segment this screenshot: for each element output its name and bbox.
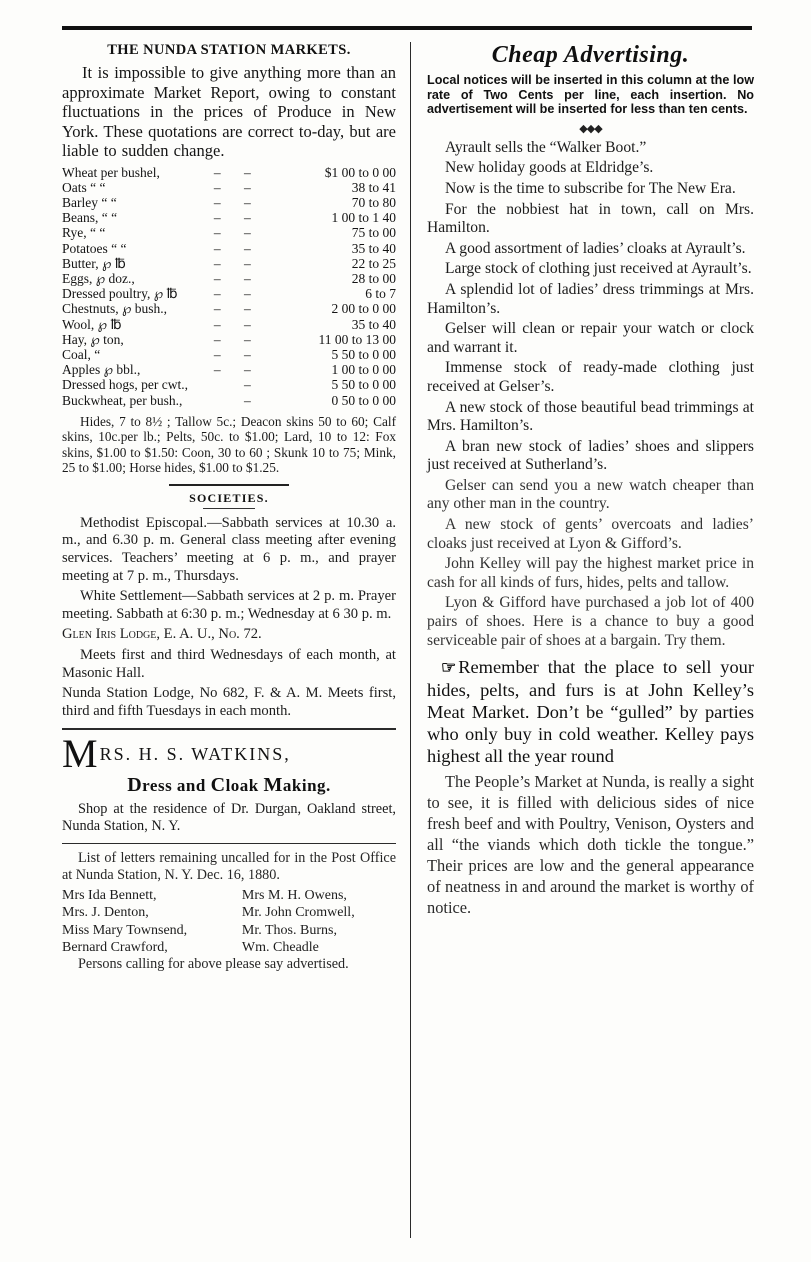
price-dash-2: – [243,362,251,378]
advertisement-item: New holiday goods at Eldridge’s. [445,159,654,177]
market-prices-table [62,165,396,408]
price-dash-1: – [213,286,221,302]
letter-name-row [62,922,396,939]
advertisement-item: Ayrault sells the “Walker Boot.” [445,138,647,156]
letter-name-row [62,904,396,921]
price-item: Buckwheat, per bush., [62,392,183,408]
letter-name: Bernard Crawford, [62,940,168,955]
right-column [410,42,754,1238]
price-dash-2: – [243,164,251,180]
price-item: Potatoes “ “ [62,240,127,256]
price-item: Rye, “ “ [62,225,106,241]
kelley-remember-text: Remember that the place to sell your hides, pelts, and furs is at John Kelley’s Meat Market. Don’t be “gulled” by parties who only buy in cold weather. Kelley pays highest all the year round [427,657,754,767]
price-dash-1: – [213,255,221,271]
watkins-shop-address: Shop at the residence of Dr. Durgan, Oakland street, Nunda Station, N. Y. [62,800,396,834]
price-dash-1: – [213,301,221,317]
price-row [62,347,396,362]
price-dash-1: – [213,362,221,378]
price-dash-2: – [243,377,251,393]
price-row [62,271,396,286]
letter-name: Mrs. J. Denton, [62,905,149,921]
price-dash-2: – [243,286,251,302]
markets-heading: THE NUNDA STATION MARKETS. [107,42,351,58]
letter-name-row [62,939,396,956]
price-row [62,301,396,316]
price-dash-1: – [213,194,221,210]
price-item: Beans, “ “ [62,210,118,226]
dress-d: D [127,773,143,796]
price-dash-2: – [243,270,251,286]
letter-list-intro: List of letters remaining uncalled for in the Post Office at Nunda Station, N. Y. Dec. 16, 1880. [62,849,396,883]
column-container [62,42,754,1238]
dress-ress: ress and [142,775,211,795]
letter-name: Wm. Cheadle [241,940,319,955]
price-dash-1 [202,377,232,392]
advertisement-item: For the nobbiest hat in town, call on Mrs. Hamilton. [427,200,754,237]
price-row [62,210,396,225]
price-item: Hay, ℘ ton, [62,331,124,347]
price-row [62,225,396,240]
price-value: 0 50 to 0 00 [331,392,396,408]
price-dash-2: – [243,301,251,317]
dress-cloak-making-label [62,774,396,797]
price-item: Oats “ “ [62,179,106,195]
price-dash-2: – [243,346,251,362]
left-column [62,42,410,1238]
price-dash-2: – [243,210,251,226]
markets-lead-paragraph: It is impossible to give anything more than an approximate Market Report, owing to constant fluctuations in the prices of Produce in New York. These quotations are correct to-day, but are liable to sudden change. [62,63,396,160]
price-value: 5 50 to 0 00 [331,346,396,362]
price-value: 1 00 to 0 00 [331,362,396,378]
advertisement-item: Now is the time to subscribe for The New Era. [445,179,736,197]
diamond-divider: ◆◆◆ [579,122,602,135]
advertisement-item: A splendid lot of ladies’ dress trimmings at Mrs. Hamilton’s. [427,280,754,317]
section-divider-rule [169,484,289,486]
price-row [62,377,396,392]
price-value: 22 to 25 [351,255,396,271]
price-item: Barley “ “ [62,194,117,210]
price-value: 6 to 7 [365,286,396,302]
price-row [62,195,396,210]
societies-underline [203,508,255,509]
letter-name: Mr. Thos. Burns, [241,922,337,938]
letters-divider-rule [62,843,396,844]
price-value: 70 to 80 [351,194,396,210]
price-dash-2: – [243,179,251,195]
price-dash-1: – [213,179,221,195]
price-dash-1 [202,393,232,408]
price-dash-2: – [243,225,251,241]
letter-name: Mrs Ida Bennett, [62,887,157,903]
letter-name: Miss Mary Townsend, [62,922,188,938]
advertisement-item: Lyon & Gifford have purchased a job lot of 400 pairs of shoes. Here is a chance to buy a good serviceable pair of shoes at a bargain. Try them. [427,594,754,649]
advertisement-item: A new stock of gents’ overcoats and ladies’ cloaks just received at Lyon & Gifford’s. [427,516,754,552]
price-row [62,256,396,271]
advertisement-item: Immense stock of ready-made clothing just received at Gelser’s. [427,359,754,395]
cheap-advertising-heading: Cheap Advertising. [491,42,690,68]
advertisement-item: Gelser will clean or repair your watch or clock and warrant it. [427,320,754,356]
advertisement-item: A good assortment of ladies’ cloaks at Ayrault’s. [445,239,746,257]
price-row [62,286,396,301]
societies-heading: SOCIETIES. [189,490,269,505]
society-white-settlement: White Settlement—Sabbath services at 2 p. m. Prayer meeting. Sabbath at 6:30 p. m.; Wednesday at 6 30 p. m. [62,588,396,622]
price-value: $1 00 to 0 00 [324,164,396,180]
price-dash-1: – [213,270,221,286]
advertisement-item: A new stock of those beautiful bead trimmings at Mrs. Hamilton’s. [427,398,754,435]
price-dash-1: – [213,346,221,362]
peoples-market-ad: The People’s Market at Nunda, is really a sight to see, it is filled with delicious sides of nice fresh beef and with Poultry, Venison, Oysters and all “the viands which doth tickle the tongue.” Their prices are low and the general appearance of neatness in and around the market is worthy of notice. [427,772,754,918]
price-dash-1: – [213,240,221,256]
price-row [62,165,396,180]
price-item: Wheat per bushel, [62,164,160,180]
price-dash-2: – [243,331,251,347]
uncalled-letters-table [62,887,396,957]
price-item: Butter, ℘ ℔ [62,255,126,271]
letter-name: Mr. John Cromwell, [241,905,355,921]
watkins-name: RS. H. S. WATKINS, [99,743,291,764]
cheap-advertising-terms: Local notices will be inserted in this column at the low rate of Two Cents per line, each insertion. No advertisement will be inserted for less than ten cents. [427,73,754,117]
advertisement-item: John Kelley will pay the highest market price in cash for all kinds of furs, hides, pelts and tallow. [427,555,754,591]
lodge-nunda-station: Nunda Station Lodge, No 682, F. & A. M. Meets first, third and fifth Tuesdays in each month. [62,685,396,719]
price-value: 1 00 to 1 40 [331,210,396,226]
watkins-ad [62,730,396,776]
advertisement-list [427,139,754,650]
price-item: Dressed poultry, ℘ ℔ [62,286,178,302]
price-row [62,317,396,332]
price-value: 35 to 40 [351,316,396,332]
price-dash-1: – [213,331,221,347]
price-value: 11 00 to 13 00 [318,331,396,347]
price-item: Wool, ℘ ℔ [62,316,122,332]
price-value: 38 to 41 [351,179,396,195]
hides-note: Hides, 7 to 8½ ; Tallow 5c.; Deacon skins 50 to 60; Calf skins, 10c.per lb.; Pelts, 50c. to $1.00; Lard, 10 to 12: Fox skins, $1.00 to $1.50: Coon, 30 to 60 ; Skunk 10 to 75; Mink, 25 to $1.00; Horse hides, $1.00 to $1.25. [62,413,396,475]
lodge-glen-iris-title: Glen Iris Lodge, E. A. U., No. 72. [62,626,262,643]
price-row [62,241,396,256]
letter-name: Mrs M. H. Owens, [241,887,347,903]
dress-loak: loak [225,775,264,795]
price-dash-2: – [243,194,251,210]
lodge-glen-iris-body: Meets first and third Wednesdays of each month, at Masonic Hall. [62,647,396,681]
letter-name-row [62,887,396,904]
letter-list-outro: Persons calling for above please say advertised. [78,956,349,973]
price-row [62,362,396,377]
price-value: 28 to 00 [351,270,396,286]
pointing-hand-icon: ☞ [441,658,457,678]
price-value: 35 to 40 [351,240,396,256]
price-dash-2: – [243,255,251,271]
price-item: Dressed hogs, per cwt., [62,377,188,393]
price-value: 5 50 to 0 00 [331,377,396,393]
dress-m: M [263,773,283,796]
price-dash-2: – [243,316,251,332]
advertisement-item: Large stock of clothing just received at Ayrault’s. [445,260,752,278]
advertisement-item: A bran new stock of ladies’ shoes and slippers just received at Sutherland’s. [427,437,754,474]
price-dash-2: – [243,392,251,408]
price-dash-1: – [213,210,221,226]
price-item: Coal, “ [62,346,101,362]
watkins-dropcap: M [62,730,98,776]
price-item: Eggs, ℘ doz., [62,270,135,286]
advertisement-item: Gelser can send you a new watch cheaper than any other man in the country. [427,476,754,513]
society-methodist: Methodist Episcopal.—Sabbath services at 10.30 a. m., and 6.30 p. m. General class meeting after evening services. Teachers’ meeting at 6 p. m., and prayer meeting at 7 p. m., Thursdays. [62,514,396,584]
dress-c: C [210,773,226,796]
price-row [62,332,396,347]
price-dash-1: – [213,164,221,180]
price-item: Chestnuts, ℘ bush., [62,301,168,317]
price-item: Apples ℘ bbl., [62,362,141,378]
price-row [62,180,396,195]
top-border-rule [62,26,752,30]
price-dash-1: – [213,316,221,332]
price-value: 2 00 to 0 00 [331,301,396,317]
price-dash-2: – [243,240,251,256]
price-dash-1: – [213,225,221,241]
dress-aking: aking. [282,775,331,795]
kelley-remember-ad [427,656,754,767]
watkins-divider-rule [62,728,396,729]
price-row [62,393,396,408]
price-value: 75 to 00 [351,225,396,241]
